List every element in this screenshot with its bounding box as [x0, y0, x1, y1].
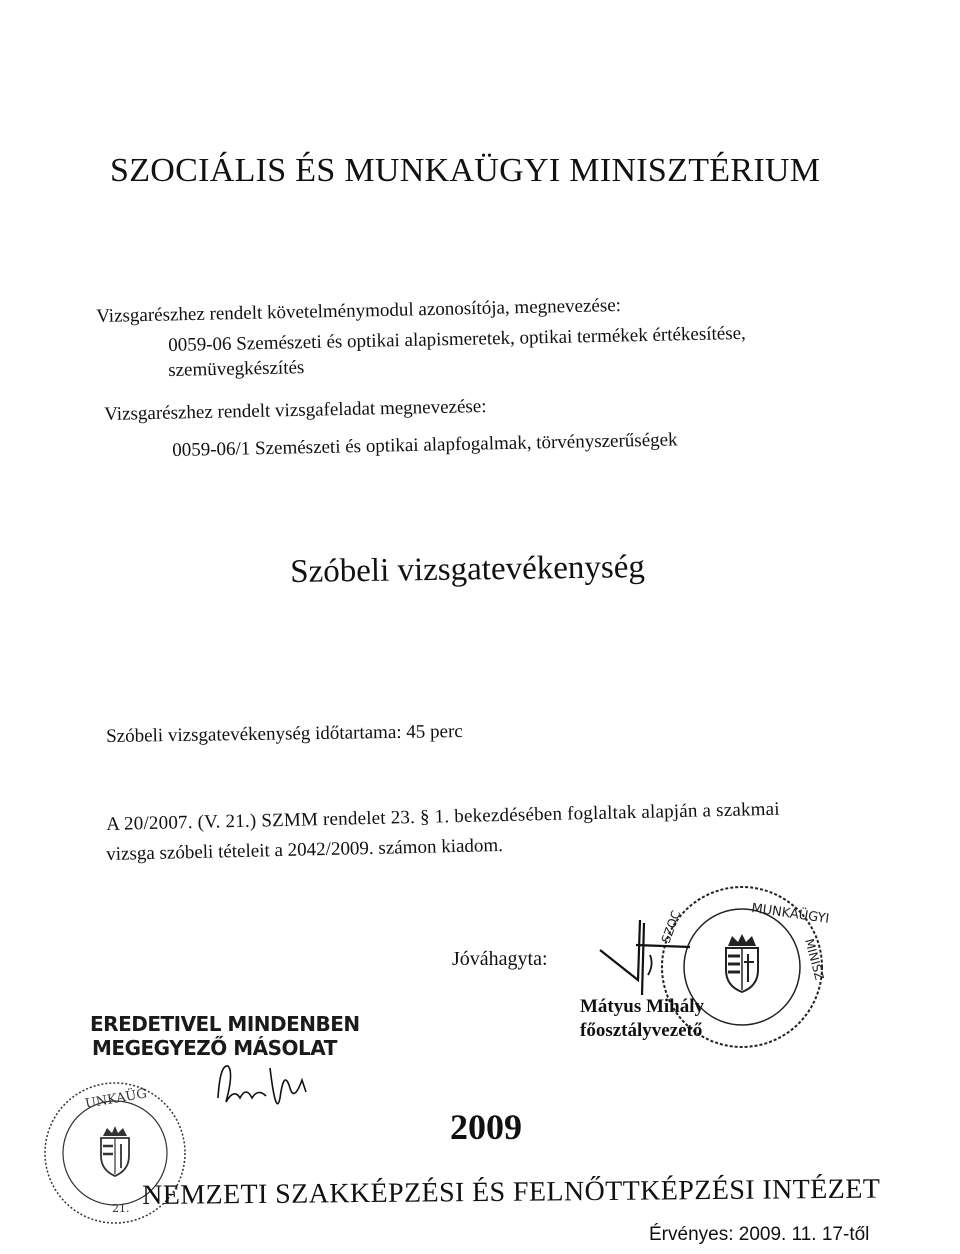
copy-stamp-line1: EREDETIVEL MINDENBEN — [90, 1012, 360, 1036]
module-label: Vizsgarészhez rendelt követelménymodul azonosítója, megnevezése: — [96, 295, 622, 327]
decree-line2: vizsga szóbeli tételeit a 2042/2009. számon kiadom. — [106, 834, 504, 865]
signer-title: főosztályvezető — [580, 1020, 703, 1041]
svg-text:SZOC: SZOC — [658, 908, 684, 946]
institute-name: NEMZETI SZAKKÉPZÉSI ÉS FELNŐTTKÉPZÉSI INTÉZET — [142, 1173, 881, 1211]
valid-from: Érvényes: 2009. 11. 17-től — [649, 1224, 870, 1245]
ministry-heading: SZOCIÁLIS ÉS MUNKAÜGYI MINISZTÉRIUM — [110, 152, 821, 189]
signer-name: Mátyus Mihály — [580, 996, 705, 1017]
svg-text:21.: 21. — [112, 1202, 130, 1215]
task-value: 0059-06/1 Szemészeti és optikai alapfogalmak, törvényszerűségek — [172, 429, 678, 461]
svg-text:MUNKAÜGYI: MUNKAÜGYI — [750, 901, 830, 927]
copy-stamp-line2: MEGEGYEZŐ MÁSOLAT — [92, 1036, 337, 1060]
svg-text:MINISZ: MINISZ — [802, 937, 827, 982]
task-label: Vizsgarészhez rendelt vizsgafeladat megnevezése: — [104, 395, 487, 425]
svg-text:UNKAÜG: UNKAÜG — [84, 1086, 148, 1112]
module-value-line2: szemüvegkészítés — [168, 357, 305, 381]
decree-line1: A 20/2007. (V. 21.) SZMM rendelet 23. § 1. bekezdésében foglaltak alapján a szakmai — [106, 798, 780, 835]
oral-exam-title: Szóbeli vizsgatevékenység — [290, 549, 646, 590]
document-year: 2009 — [450, 1107, 522, 1147]
exam-duration: Szóbeli vizsgatevékenység időtartama: 45 perc — [106, 721, 463, 747]
approved-label: Jóváhagyta: — [452, 948, 548, 970]
copy-signature-icon — [210, 1058, 320, 1128]
module-value-line1: 0059-06 Szemészeti és optikai alapismeretek, optikai termékek értékesítése, — [168, 322, 747, 356]
